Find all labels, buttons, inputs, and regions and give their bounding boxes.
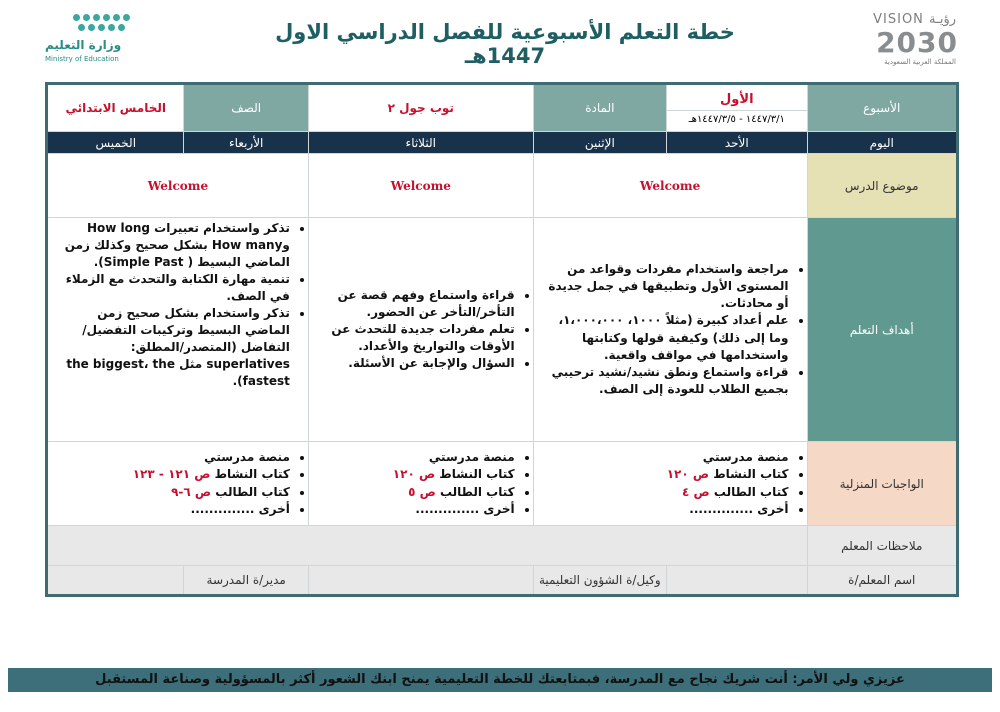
teacher-label: اسم المعلم/ة bbox=[807, 566, 957, 596]
day-wednesday: الأربعاء bbox=[184, 132, 308, 154]
activity-page: ص ١٢٠ bbox=[392, 467, 436, 482]
vision-label: VISION رؤيـة bbox=[873, 12, 956, 27]
homework-item: • أخرى .............. bbox=[52, 501, 290, 518]
objective-item: • تنمية مهارة الكتابة والتحدث مع الزملاء في الصف. bbox=[52, 271, 290, 305]
homework-item: • منصة مدرستي bbox=[538, 449, 789, 466]
ministry-emblem-icon bbox=[73, 14, 131, 34]
activity-book-label: كتاب النشاط bbox=[713, 467, 789, 482]
weekly-plan-table bbox=[45, 82, 959, 597]
student-page: ص ٤ bbox=[682, 484, 710, 499]
notes-row bbox=[47, 526, 958, 566]
vision-country: المملكة العربية السعودية bbox=[884, 58, 956, 66]
homework-item bbox=[313, 484, 515, 501]
notes-value[interactable] bbox=[47, 526, 808, 566]
principal-value[interactable] bbox=[47, 566, 184, 596]
info-row bbox=[47, 84, 958, 132]
principal-label: مدير/ة المدرسة bbox=[184, 566, 308, 596]
objective-item: • قراءة واستماع ونطق نشيد/نشيد ترحيبي بجميع الطلاب للعودة إلى الصف. bbox=[538, 364, 789, 398]
grade-label: الصف bbox=[184, 84, 308, 132]
objectives-tuesday bbox=[308, 218, 533, 442]
objective-item: • تعلم مفردات جديدة للتحدث عن الأوقات والتواريخ والأعداد. bbox=[313, 321, 515, 355]
activity-book-label: كتاب النشاط bbox=[214, 467, 290, 482]
objective-item: • السؤال والإجابة عن الأسئلة. bbox=[313, 355, 515, 372]
homework-row bbox=[47, 442, 958, 526]
homework-item: • منصة مدرستي bbox=[52, 449, 290, 466]
vision-year: 2030 bbox=[876, 26, 958, 59]
objective-item: • تذكر واستخدام تعبيرات How long وHow many بشكل صحيح وكذلك زمن الماضي البسيط ( Simple Past). bbox=[52, 220, 290, 271]
deputy-value[interactable] bbox=[308, 566, 533, 596]
ministry-name-ar: وزارة التعليم bbox=[45, 38, 122, 52]
objectives-wed-thu bbox=[47, 218, 309, 442]
homework-item bbox=[313, 466, 515, 483]
objective-item: • قراءة واستماع وفهم قصة عن التأخر/التأخر عن الحضور. bbox=[313, 287, 515, 321]
homework-item bbox=[52, 484, 290, 501]
vision-2030-logo bbox=[858, 12, 968, 70]
student-book-label: كتاب الطالب bbox=[713, 484, 789, 499]
signatures-row bbox=[47, 566, 958, 596]
ministry-logo bbox=[45, 14, 135, 66]
week-cell bbox=[667, 84, 807, 132]
objective-item: • مراجعة واستخدام مفردات وقواعد من المستوى الأول وتطبيقها في جمل جديدة أو محادثات. bbox=[538, 261, 789, 312]
student-book-label: كتاب الطالب bbox=[215, 484, 290, 499]
activity-page: ص ١٢٠ bbox=[666, 467, 709, 482]
ministry-name-en: Ministry of Education bbox=[45, 55, 119, 63]
day-thursday: الخميس bbox=[47, 132, 184, 154]
deputy-label: وكيل/ة الشؤون التعليمية bbox=[533, 566, 666, 596]
objective-item: • علم أعداد كبيرة (مثلاً ١٠٠٠، ١،٠٠٠،٠٠٠، وما إلى ذلك) وكيفية قولها وكتابتها واستخدامها في مواقف واقعية. bbox=[538, 312, 789, 363]
grade-value: الخامس الابتدائي bbox=[47, 84, 184, 132]
week-value: الأول bbox=[667, 89, 806, 111]
homework-item: • أخرى .............. bbox=[313, 501, 515, 518]
subject-label: المادة bbox=[533, 84, 666, 132]
objectives-label: أهداف التعلم bbox=[807, 218, 957, 442]
notes-label: ملاحظات المعلم bbox=[807, 526, 957, 566]
homework-item: • أخرى .............. bbox=[538, 501, 789, 518]
day-monday: الإثنين bbox=[533, 132, 666, 154]
page-header bbox=[0, 0, 1000, 80]
days-row bbox=[47, 132, 958, 154]
student-page: ص ٦-٩ bbox=[171, 484, 212, 499]
activity-page: ص ١٢١ - ١٢٣ bbox=[132, 467, 211, 482]
objectives-sun-mon bbox=[533, 218, 807, 442]
day-sunday: الأحد bbox=[667, 132, 807, 154]
week-label: الأسبوع bbox=[807, 84, 957, 132]
homework-item bbox=[538, 484, 789, 501]
student-book-label: كتاب الطالب bbox=[439, 484, 515, 499]
homework-tuesday bbox=[308, 442, 533, 526]
objective-item: • تذكر واستخدام بشكل صحيح زمن الماضي البسيط وتركيبات التفضيل/التفاضل (المتصدر/المطلق: superlatives مثل the biggest، the fastest). bbox=[52, 305, 290, 390]
homework-sun-mon bbox=[533, 442, 807, 526]
topic-row bbox=[47, 154, 958, 218]
homework-item: • منصة مدرستي bbox=[313, 449, 515, 466]
topic-tuesday: Welcome bbox=[308, 154, 533, 218]
day-label: اليوم bbox=[807, 132, 957, 154]
homework-wed-thu bbox=[47, 442, 309, 526]
teacher-value[interactable] bbox=[667, 566, 807, 596]
homework-item bbox=[538, 466, 789, 483]
day-tuesday: الثلاثاء bbox=[308, 132, 533, 154]
topic-label: موضوع الدرس bbox=[807, 154, 957, 218]
activity-book-label: كتاب النشاط bbox=[439, 467, 515, 482]
objectives-row bbox=[47, 218, 958, 442]
homework-item bbox=[52, 466, 290, 483]
homework-label: الواجبات المنزلية bbox=[807, 442, 957, 526]
week-dates: ١٤٤٧/٣/١ - ١٤٤٧/٣/٥هـ bbox=[688, 113, 785, 125]
student-page: ص ٥ bbox=[408, 484, 436, 499]
subject-value: توب جول ٢ bbox=[308, 84, 533, 132]
parent-message-bar: عزيزي ولي الأمر: أنت شريك نجاح مع المدرسة، فبمتابعتك للخطة التعليمية يمنح ابنك الشعور أكثر بالمسؤولية وصناعة المستقبل bbox=[8, 668, 992, 692]
page-title: خطة التعلم الأسبوعية للفصل الدراسي الاول 1447هـ bbox=[275, 20, 735, 68]
topic-wed-thu: Welcome bbox=[47, 154, 309, 218]
topic-sun-mon: Welcome bbox=[533, 154, 807, 218]
